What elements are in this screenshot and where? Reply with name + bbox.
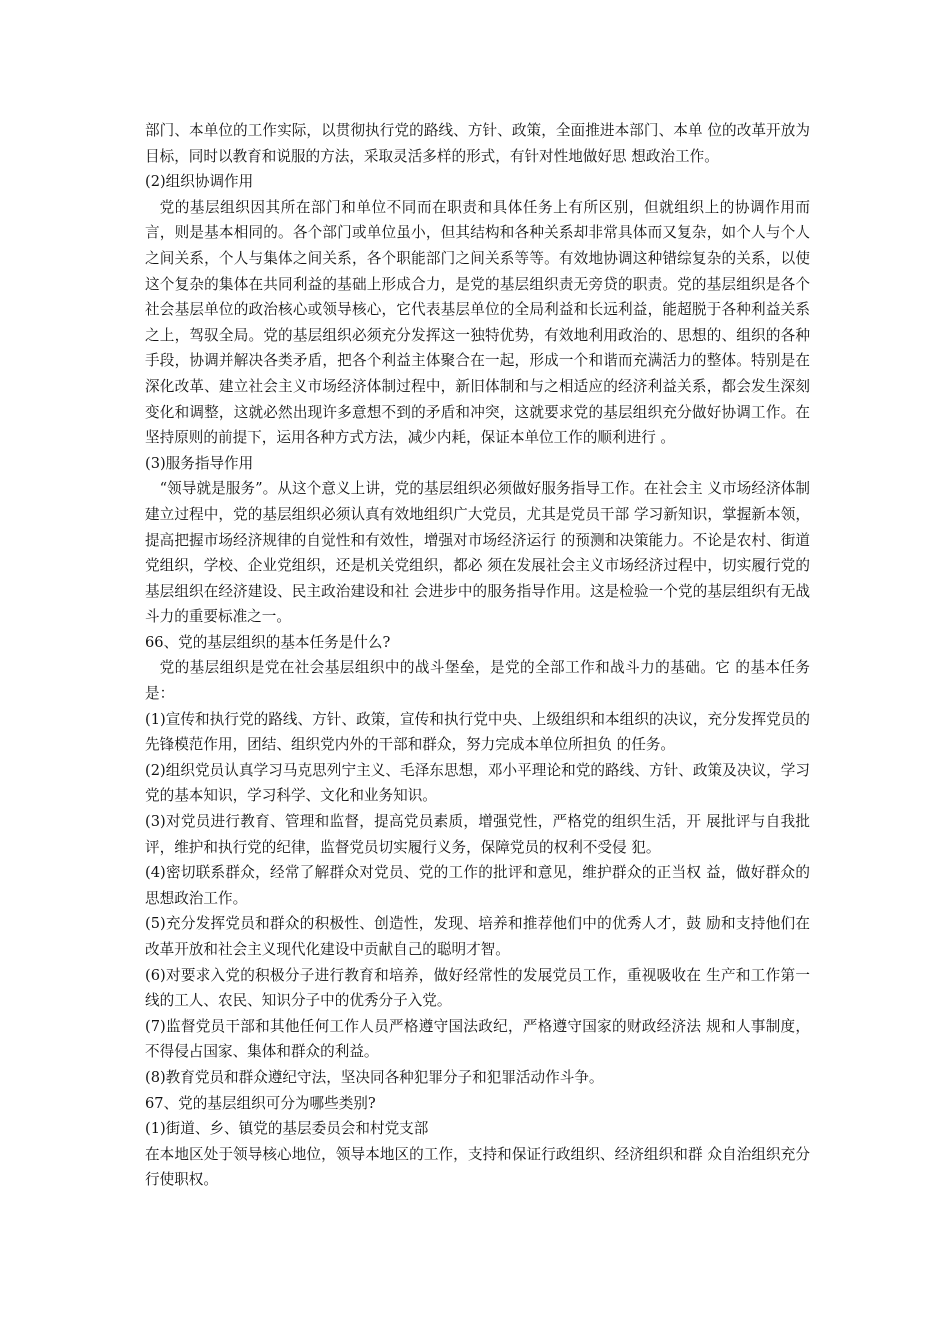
paragraph-coordination: 党的基层组织因其所在部门和单位不同而在职责和具体任务上有所区别，但就组织上的协调作用而言，则是基本相同的。各个部门或单位虽小，但其结构和各种关系却非常具体而又复杂，如个人与个人之间关系，个人与集体之间关系，各个职能部门之间关系等等。有效地协调这种错综复杂的关系，以使这个复杂的集体在共同利益的基础上形成合力，是党的基层组织责无旁贷的职责。党的基层组织是各个社会基层单位的政治核心或领导核心，它代表基层单位的全局利益和长远利益，能超脱于各种利益关系之上，驾驭全局。党的基层组织必须充分发挥这一独特优势，有效地利用政治的、思想的、组织的各种手段，协调并解决各类矛盾，把各个利益主体聚合在一起，形成一个和谐而充满活力的整体。特别是在深化改革、建立社会主义市场经济体制过程中，新旧体制和与之相适应的经济利益关系，都会发生深刻变化和调整，这就必然出现许多意想不到的矛盾和冲突，这就要求党的基层组织充分做好协调工作。在坚持原则的前提下，运用各种方式方法，减少内耗，保证本单位工作的顺利进行 。 [145,198,810,447]
question-66: 66、党的基层组织的基本任务是什么? [145,633,391,651]
subheading-service-guidance: (3)服务指导作用 [145,454,254,472]
task-item-3: (3)对党员进行教育、管理和监督，提高党员素质，增强党性，严格党的组织生活，开 展批评与自我批评，维护和执行党的纪律，监督党员切实履行义务，保障党员的权利不受侵 犯。 [145,813,810,856]
task-item-1: (1)宣传和执行党的路线、方针、政策，宣传和执行党中央、上级组织和本组织的决议，充分发挥党员的先锋模范作用，团结、组织党内外的干部和群众，努力完成本单位所担负 的任务。 [145,710,810,754]
subheading-organization-coordination: (2)组织协调作用 [145,173,254,191]
task-item-6: (6)对要求入党的积极分子进行教育和培养，做好经常性的发展党员工作，重视吸收在 生产和工作第一线的工人、农民、知识分子中的优秀分子入党。 [145,966,810,1010]
paragraph-basic-tasks-intro: 党的基层组织是党在社会基层组织中的战斗堡垒，是党的全部工作和战斗力的基础。它 的基本任务是： [145,659,810,703]
task-item-5: (5)充分发挥党员和群众的积极性、创造性，发现、培养和推荐他们中的优秀人才，鼓 励和支持他们在改革开放和社会主义现代化建设中贡献自己的聪明才智。 [145,915,810,958]
category-item-1: (1)街道、乡、镇党的基层委员会和村党支部 [145,1120,429,1138]
task-item-8: (8)教育党员和群众遵纪守法，坚决同各种犯罪分子和犯罪活动作斗争。 [145,1068,604,1086]
paragraph-continuation: 部门、本单位的工作实际，以贯彻执行党的路线、方针、政策，全面推进本部门、本单 位的改革开放为目标，同时以教育和说服的方法，采取灵活多样的形式，有针对性地做好思 想政治工作。 [145,122,810,165]
document-body [145,118,810,1193]
paragraph-service: “领导就是服务”。从这个意义上讲，党的基层组织必须做好服务指导工作。在社会主 义市场经济体制建立过程中，党的基层组织必须认真有效地组织广大党员，尤其是党员干部 学习新知识，掌握新本领，提高把握市场经济规律的自觉性和有效性，增强对市场经济运行 的预测和决策能力。不论是农村、街道党组织，学校、企业党组织，还是机关党组织，都必 须在发展社会主义市场经济过程中，切实履行党的基层组织在经济建设、民主政治建设和社 会进步中的服务指导作用。这是检验一个党的基层组织有无战斗力的重要标准之一。 [145,480,810,626]
question-67: 67、党的基层组织可分为哪些类别? [145,1094,376,1112]
task-item-4: (4)密切联系群众，经常了解群众对党员、党的工作的批评和意见，维护群众的正当权 益，做好群众的思想政治工作。 [145,864,810,907]
task-item-2: (2)组织党员认真学习马克思列宁主义、毛泽东思想，邓小平理论和党的路线、方针、政策及决议，学习党的基本知识，学习科学、文化和业务知识。 [145,761,810,805]
task-item-7: (7)监督党员干部和其他任何工作人员严格遵守国法政纪，严格遵守国家的财政经济法 规和人事制度，不得侵占国家、集体和群众的利益。 [145,1017,810,1061]
paragraph-category-1-desc: 在本地区处于领导核心地位，领导本地区的工作，支持和保证行政组织、经济组织和群 众自治组织充分行使职权。 [145,1145,810,1189]
